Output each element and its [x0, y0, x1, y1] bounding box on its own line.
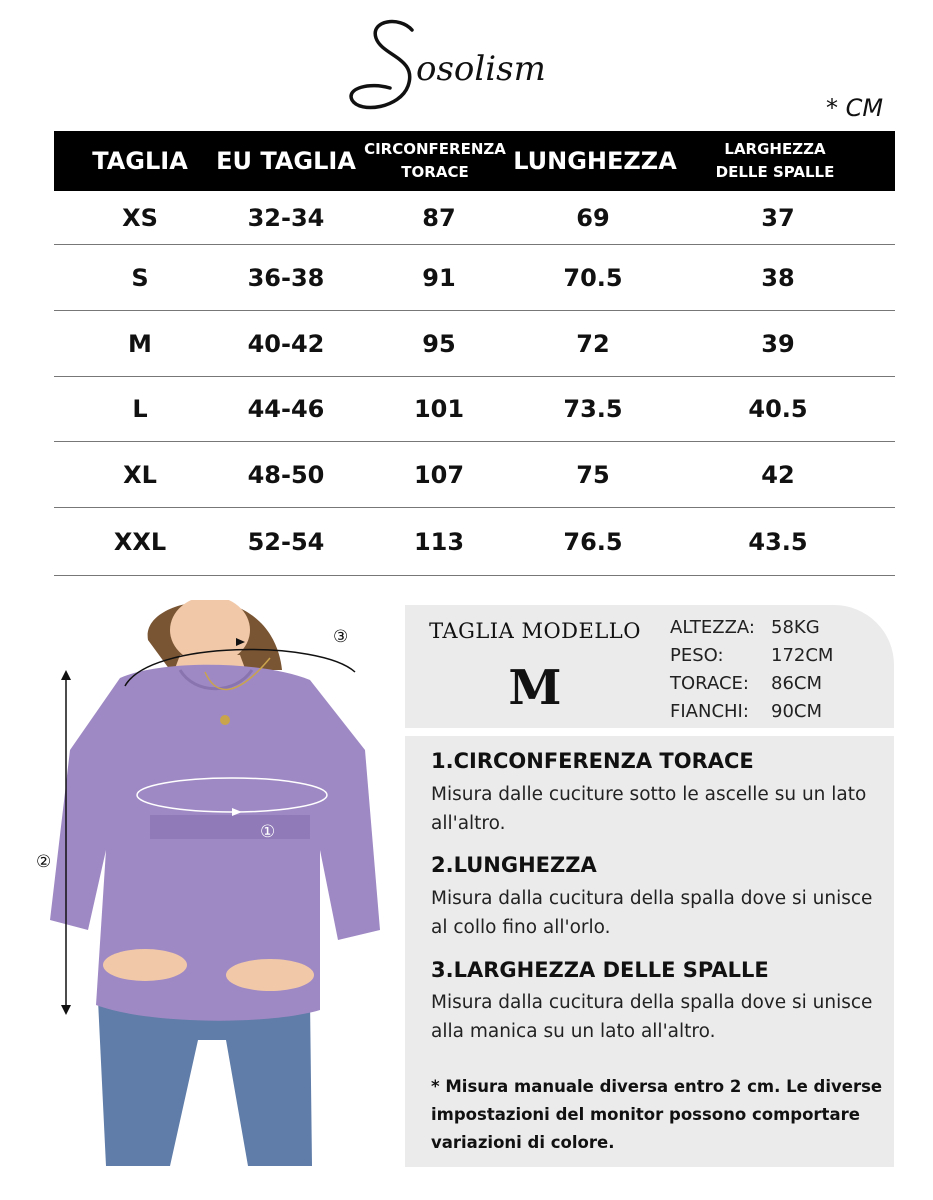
cell-spalle: 39	[761, 329, 795, 358]
guide-text-line: Misura dalla cucitura della spalla dove si unisce	[431, 992, 873, 1013]
marker-1: ①	[260, 822, 276, 842]
unit-note: * CM	[826, 94, 884, 122]
cell-eu-taglia: 40-42	[247, 329, 325, 358]
guide-text-line: Misura dalla cucitura della spalla dove si unisce	[431, 888, 873, 909]
header-taglia: TAGLIA	[92, 147, 188, 175]
header-eu-taglia: EU TAGLIA	[216, 147, 356, 175]
stat-value-peso: 172CM	[771, 645, 834, 666]
right-hand-shape	[226, 959, 314, 991]
guide-title-spalle: 3.LARGHEZZA DELLE SPALLE	[431, 958, 769, 982]
header-lunghezza: LUNGHEZZA	[513, 147, 677, 175]
cell-spalle: 43.5	[748, 527, 808, 556]
disclaimer-line: variazioni di colore.	[431, 1133, 615, 1152]
marker-3: ③	[333, 627, 349, 647]
guide-text-line: al collo fino all'orlo.	[431, 917, 611, 938]
guide-text-line: Misura dalle cuciture sotto le ascelle su un lato	[431, 784, 867, 805]
model-size-value: M	[508, 660, 562, 716]
marker-2: ②	[36, 852, 52, 872]
cell-lunghezza: 72	[576, 329, 610, 358]
table-row	[54, 191, 895, 245]
cell-lunghezza: 73.5	[563, 395, 623, 423]
cell-taglia: S	[131, 263, 149, 292]
stat-label-fianchi: FIANCHI:	[670, 701, 749, 722]
header-circonferenza-torace: CIRCONFERENZA TORACE	[364, 140, 506, 181]
cell-lunghezza: 75	[576, 460, 610, 489]
cell-taglia: XS	[122, 203, 158, 232]
cell-lunghezza: 70.5	[563, 263, 623, 292]
measure-guide-panel	[405, 736, 894, 1167]
table-row	[54, 311, 895, 377]
stat-value-torace: 86CM	[771, 673, 823, 694]
model-size-title: TAGLIA MODELLO	[429, 619, 641, 643]
cell-eu-taglia: 52-54	[247, 527, 325, 556]
cell-spalle: 40.5	[748, 395, 808, 423]
left-hand-shape	[103, 949, 187, 981]
cell-eu-taglia: 36-38	[247, 263, 325, 292]
table-row	[54, 442, 895, 508]
size-table-body	[54, 191, 895, 576]
cell-lunghezza: 76.5	[563, 527, 623, 556]
guide-text-line: alla manica su un lato all'altro.	[431, 1021, 716, 1042]
cell-taglia: XXL	[113, 527, 167, 556]
table-row	[54, 508, 895, 576]
cell-lunghezza: 69	[576, 203, 610, 232]
disclaimer-line: * Misura manuale diversa entro 2 cm. Le diverse	[431, 1077, 883, 1096]
cell-eu-taglia: 32-34	[247, 203, 325, 232]
svg-text:osolism: osolism	[416, 49, 546, 89]
cell-taglia: M	[128, 329, 152, 358]
guide-title-lunghezza: 2.LUNGHEZZA	[431, 853, 597, 877]
stat-label-torace: TORACE:	[670, 673, 749, 694]
cell-torace: 107	[413, 460, 465, 489]
cell-torace: 101	[413, 395, 465, 423]
guide-title-torace: 1.CIRCONFERENZA TORACE	[431, 749, 754, 773]
cell-eu-taglia: 44-46	[247, 395, 325, 423]
cell-torace: 95	[422, 329, 456, 358]
brand-logo	[330, 8, 570, 118]
cell-taglia: L	[132, 395, 148, 423]
stat-value-altezza: 58KG	[771, 617, 820, 638]
shirt-shape	[50, 665, 380, 1021]
header-larghezza-spalle: LARGHEZZA DELLE SPALLE	[715, 140, 835, 181]
cell-taglia: XL	[123, 460, 157, 489]
cell-eu-taglia: 48-50	[247, 460, 325, 489]
cell-spalle: 38	[761, 263, 795, 292]
cell-spalle: 37	[761, 203, 795, 232]
guide-text-line: all'altro.	[431, 813, 506, 834]
size-table-header	[54, 131, 895, 191]
jeans-shape	[98, 1000, 312, 1166]
stat-value-fianchi: 90CM	[771, 701, 823, 722]
model-size-panel	[405, 605, 894, 728]
cell-torace: 87	[422, 203, 456, 232]
cell-torace: 91	[422, 263, 456, 292]
model-figure	[20, 600, 395, 1170]
stat-label-altezza: ALTEZZA:	[670, 617, 755, 638]
table-row	[54, 245, 895, 311]
cell-spalle: 42	[761, 460, 795, 489]
stat-label-peso: PESO:	[670, 645, 724, 666]
table-row	[54, 377, 895, 442]
cell-torace: 113	[413, 527, 465, 556]
disclaimer-line: impostazioni del monitor possono comportare	[431, 1105, 860, 1124]
